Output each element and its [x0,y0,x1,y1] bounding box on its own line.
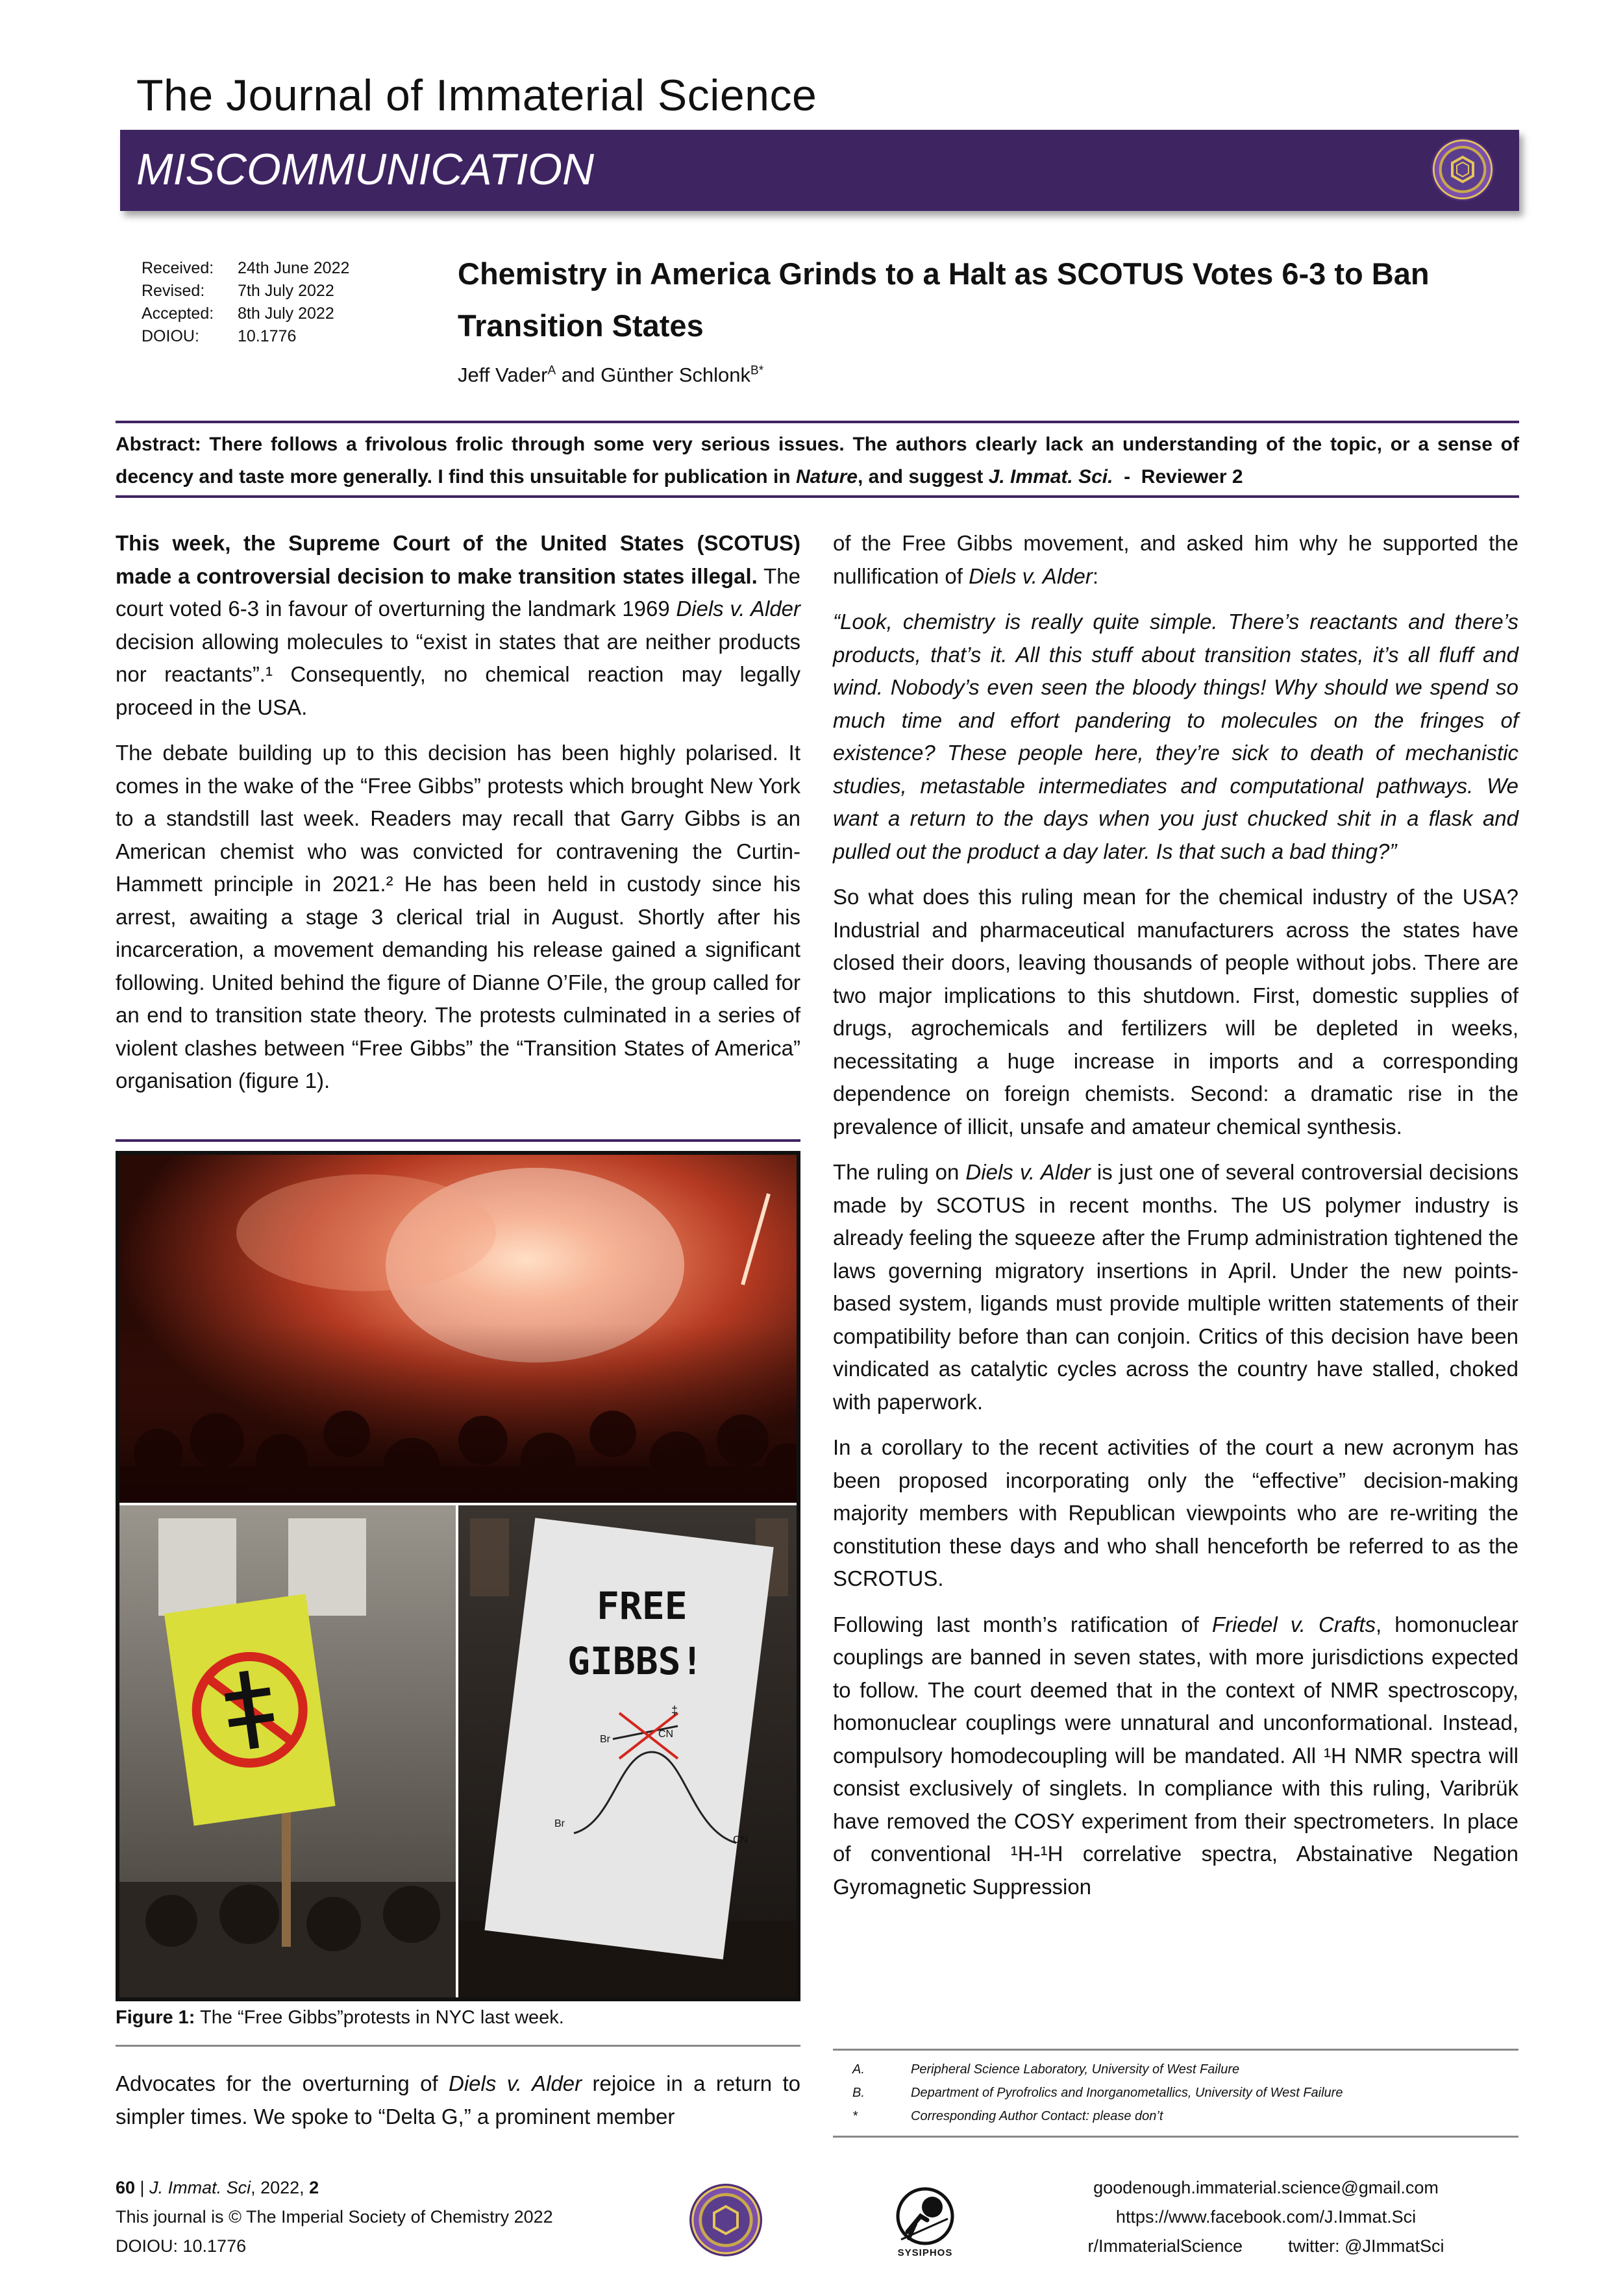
footer-sep: | [135,2178,150,2197]
body-text: of the Free Gibbs movement, and asked him why he supported the nullification of [833,531,1518,588]
sign-label: ‡ [671,1704,678,1717]
footnote-rule [833,2049,1518,2051]
journal-name: The Journal of Immaterial Science [136,71,817,120]
sign-label: CN [733,1834,749,1845]
meta-value: 10.1776 [238,327,297,345]
figure-caption [116,2007,564,2029]
journal-logo-icon [1431,138,1494,201]
meta-value: 7th July 2022 [238,282,334,300]
article-title: Chemistry in America Grinds to a Halt as SCOTUS Votes 6-3 to Ban Transition States [458,256,1430,343]
body-text: The ruling on [833,1160,966,1184]
section-label: MISCOMMUNICATION [136,145,595,194]
sysiphos-logo-icon [889,2186,961,2258]
footer-doiou: DOIOU: 10.1776 [116,2236,247,2256]
body-text: , homonuclear couplings are banned in seven states, with more jurisdictions expected to follow. The court deemed that in the context of NMR spectroscopy, homonuclear couplings were unnatural and unconformational. Instead, compulsory homodecoupling will be mandated. All ¹H NMR spectra will consist exclusively of singlets. In compliance with this ruling, Varibrük have removed the COSY experiment from their spectrometers. In place of conventional ¹H-¹H correlative spectra, Abstainative Negation Gyromagnetic Suppression [833,1612,1519,1899]
meta-label: Revised: [142,282,205,300]
left-column-continued [116,2068,800,2133]
meta-label: DOIOU: [142,327,199,345]
author-separator: and [556,364,601,386]
sysiphos-label: SYSIPHOS [897,2247,953,2258]
quote-paragraph: “Look, chemistry is really quite simple. There’s reactants and there’s products, that’s it. All this stuff about transition states, it’s all fluff and wind. Nobody’s even seen the bloody things! Why should we spend so much time and effort pandering to molecules on the fringes of existence? These people here, they’re sick to death of mechanistic studies, metastable intermediates and computational pathways. We want a return to the days when you just chucked shit in a flask and pulled out the product a day later. Is that such a bad thing?” [833,610,1518,863]
right-column [833,527,1518,1916]
meta-value: 24th June 2022 [238,259,350,277]
meta-label: Received: [142,259,214,277]
paragraph [116,527,800,724]
abstract-reviewer: - Reviewer 2 [1113,466,1243,488]
footnote-key: * [852,2109,858,2123]
body-text: The court voted 6-3 in favour of overturning the landmark 1969 [116,563,800,621]
paragraph: The debate building up to this decision has been highly polarised. It comes in the wake of the “Free Gibbs” protests which brought New York to a standstill last week. Readers may recall that Garry Gibbs is an American chemist who was convicted for contravening the Curtin-Hammett principle in 2021.² He has been held in custody since his arrest, awaiting a stage 3 clerical trial in August. Shortly after his incarceration, a movement demanding his release gained a significant following. United behind the figure of Dianne O’File, the group called for an end to transition state theory. The protests culminated in a series of violent clashes between “Free Gibbs” the “Transition States of America” organisation (figure 1). [116,741,800,1092]
body-text: decision allowing molecules to “exist in states that are neither products nor reactants”.¹ Consequently, no chemical reaction may legally proceed in the USA. [116,629,800,719]
sign-text: GIBBS! [567,1639,704,1683]
footer-journal-logo-icon [689,2184,762,2256]
paragraph [833,527,1518,593]
sign-text: FREE [597,1584,688,1628]
protest-photo [119,1155,797,1997]
case-name: Diels v. Alder [965,1160,1091,1184]
abstract [116,428,1519,493]
footnote-bottom-rule [833,2136,1518,2138]
body-text: rejoice in a return to simpler times. We spoke to “Delta G,” a prominent member [116,2071,801,2129]
footnote-key: B. [852,2086,865,2100]
footer-line [116,2173,553,2203]
lead-sentence: This week, the Supreme Court of the United States (SCOTUS) made a controversial decision to make transition states illegal. [116,531,800,588]
author-affiliation: B* [750,364,764,378]
caption-label: Figure 1: [116,2007,195,2028]
footer-contacts [1039,2173,1493,2261]
case-name: Diels v. Alder [449,2071,582,2095]
caption-text: The “Free Gibbs”protests in NYC last week. [195,2007,564,2028]
body-text: : [1092,563,1099,588]
journal-abbr: J. Immat. Sci [149,2178,251,2197]
footnote-item [833,2105,1518,2128]
abstract-top-rule [116,421,1519,423]
case-name: Friedel v. Crafts [1211,1612,1376,1636]
figure-protest-photo [116,1151,800,2001]
author-name: Günther Schlonk [601,364,751,386]
body-text: Advocates for the overturning of [116,2071,449,2095]
caption-rule [116,2045,800,2047]
footnote-item [833,2081,1518,2105]
abstract-journal: J. Immat. Sci. [988,466,1113,488]
hexagon-icon [689,2184,762,2256]
figure-top-rule [116,1139,800,1142]
issue-number: 2 [309,2178,319,2197]
paragraph [833,1609,1518,1904]
revised-row [142,280,349,302]
abstract-text: , and suggest [858,466,989,488]
doiou-row [142,325,349,348]
footer-citation [116,2173,553,2261]
body-text: Following last month’s ratification of [833,1612,1212,1636]
contact-email[interactable]: goodenough.immaterial.science@gmail.com [1093,2178,1439,2197]
meta-label: Accepted: [142,304,214,323]
case-name: Diels v. Alder [969,563,1093,588]
copyright: This journal is © The Imperial Society of Chemistry 2022 [116,2207,553,2227]
paragraph [833,1156,1518,1418]
sign-label: Br [600,1734,610,1745]
footnote-text: Department of Pyrofrolics and Inorganometallics, University of West Failure [911,2086,1343,2100]
footnote-text: Peripheral Science Laboratory, University of West Failure [911,2062,1240,2077]
footnote-text: Corresponding Author Contact: please don’t [911,2109,1163,2123]
author-line [458,364,763,387]
facebook-link[interactable]: https://www.facebook.com/J.Immat.Sci [1115,2207,1417,2227]
author-affiliation: A [547,364,556,378]
reddit-link[interactable]: r/ImmaterialScience [1087,2236,1243,2256]
abstract-bottom-rule [116,495,1519,498]
article-dates [142,257,349,348]
sign-label: Br [554,1818,565,1829]
paragraph: So what does this ruling mean for the chemical industry of the USA? Industrial and pharmaceutical manufacturers across the states have closed their doors, leaving thousands of people without jobs. There are two major implications to this shutdown. First, domestic supplies of drugs, agrochemicals and fertilizers will be depleted in weeks, necessitating a huge increase in imports and a corresponding dependence on foreign chemists. Second: a dramatic rise in the prevalence of illicit, unsafe and amateur chemical synthesis. [833,885,1518,1139]
abstract-nature: Nature [795,466,858,488]
paragraph: In a corollary to the recent activities of the court a new acronym has been proposed incorporating only the “effective” decision-making majority members with Republican viewpoints who are re-writing the constitution these days and who shall henceforth be referred to as the SCROTUS. [833,1435,1518,1590]
body-text: is just one of several controversial decisions made by SCOTUS in recent months. The US polymer industry is already feeling the squeeze after the Frump administration tightened the laws governing migratory insertions in April. Under the new points-based system, ligands must provide multiple written statements of their compatibility before than can conjoin. Critics of this decision have been vindicated as catalytic cycles across the country have stalled, choked with paperwork. [833,1160,1518,1414]
hexagon-icon [1431,138,1494,201]
footnote-key: A. [852,2062,865,2077]
received-row [142,257,349,280]
twitter-link[interactable]: twitter: @JImmatSci [1288,2236,1444,2256]
author-name: Jeff Vader [458,364,548,386]
case-name: Diels v. Alder [676,597,801,621]
abstract-text: Abstract: There follows a frivolous frolic through some very serious issues. The authors clearly lack an understanding of the topic, or a sense of decency and taste more generally. I find this unsuitable for publication in [116,434,1519,488]
affiliations [833,2058,1518,2128]
social-row [1039,2232,1493,2261]
page-number: 60 [116,2178,136,2197]
footnote-item [833,2058,1518,2081]
accepted-row [142,302,349,325]
left-column [116,527,800,1111]
footer-year: , 2022, [251,2178,310,2197]
sign-label: CN [658,1729,674,1740]
meta-value: 8th July 2022 [238,304,334,323]
